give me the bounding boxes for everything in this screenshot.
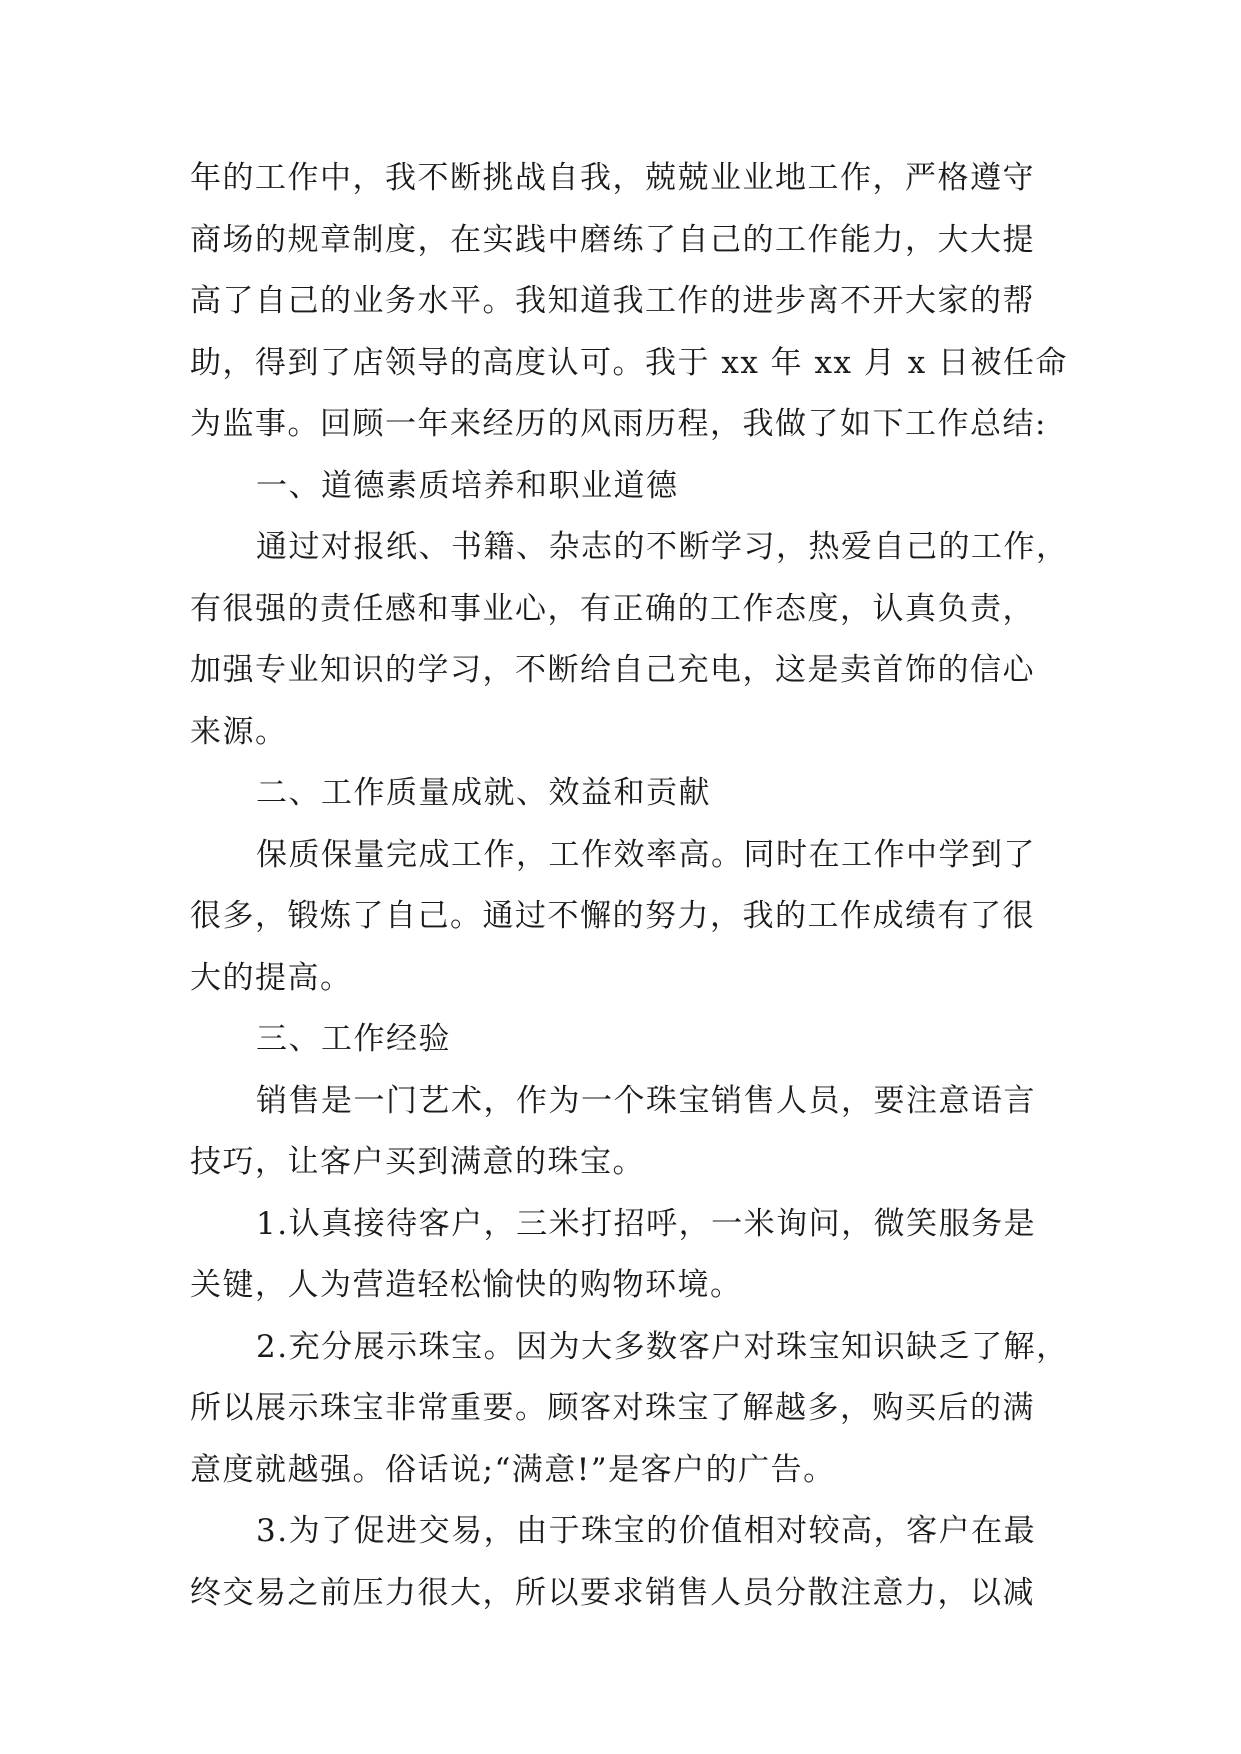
text-line: 销售是一门艺术，作为一个珠宝销售人员，要注意语言: [256, 1082, 1036, 1119]
text-line: 来源。: [190, 713, 288, 750]
text-line: 二、工作质量成就、效益和贡献: [256, 775, 711, 811]
text-line: 2.充分展示珠宝。因为大多数客户对珠宝知识缺乏了解，: [256, 1328, 1069, 1365]
text-line: 3.为了促进交易，由于珠宝的价值相对较高，客户在最: [256, 1513, 1037, 1549]
text-line: 保质保量完成工作，工作效率高。同时在工作中学到了: [256, 836, 1036, 873]
text-line: 商场的规章制度，在实践中磨练了自己的工作能力，大大提: [190, 221, 1035, 258]
text-line: 为监事。回顾一年来经历的风雨历程，我做了如下工作总结:: [190, 406, 1047, 442]
text-line: 年的工作中，我不断挑战自我，兢兢业业地工作，严格遵守: [190, 160, 1035, 196]
document-body: [190, 148, 1070, 1624]
text-line: 很多，锻炼了自己。通过不懈的努力，我的工作成绩有了很: [190, 898, 1035, 934]
text-line: 1.认真接待客户，三米打招呼，一米询问，微笑服务是: [256, 1205, 1037, 1242]
text-line: 高了自己的业务水平。我知道我工作的进步离不开大家的帮: [190, 283, 1035, 319]
text-line: 大的提高。: [190, 959, 353, 996]
text-line: 通过对报纸、书籍、杂志的不断学习，热爱自己的工作，: [256, 529, 1069, 565]
text-line: 一、道德素质培养和职业道德: [256, 467, 679, 504]
text-line: 三、工作经验: [256, 1021, 451, 1057]
text-line: 技巧，让客户买到满意的珠宝。: [190, 1144, 645, 1180]
text-line: 终交易之前压力很大，所以要求销售人员分散注意力，以减: [190, 1574, 1035, 1611]
text-line: 助，得到了店领导的高度认可。我于 xx 年 xx 月 x 日被任命: [190, 344, 1069, 381]
text-line: 加强专业知识的学习，不断给自己充电，这是卖首饰的信心: [190, 652, 1035, 688]
text-line: 关键，人为营造轻松愉快的购物环境。: [190, 1267, 743, 1303]
text-line: 意度就越强。俗话说;“满意!”是客户的广告。: [190, 1451, 836, 1488]
text-line: 所以展示珠宝非常重要。顾客对珠宝了解越多，购买后的满: [190, 1390, 1035, 1426]
text-line: 有很强的责任感和事业心，有正确的工作态度，认真负责，: [190, 590, 1035, 627]
